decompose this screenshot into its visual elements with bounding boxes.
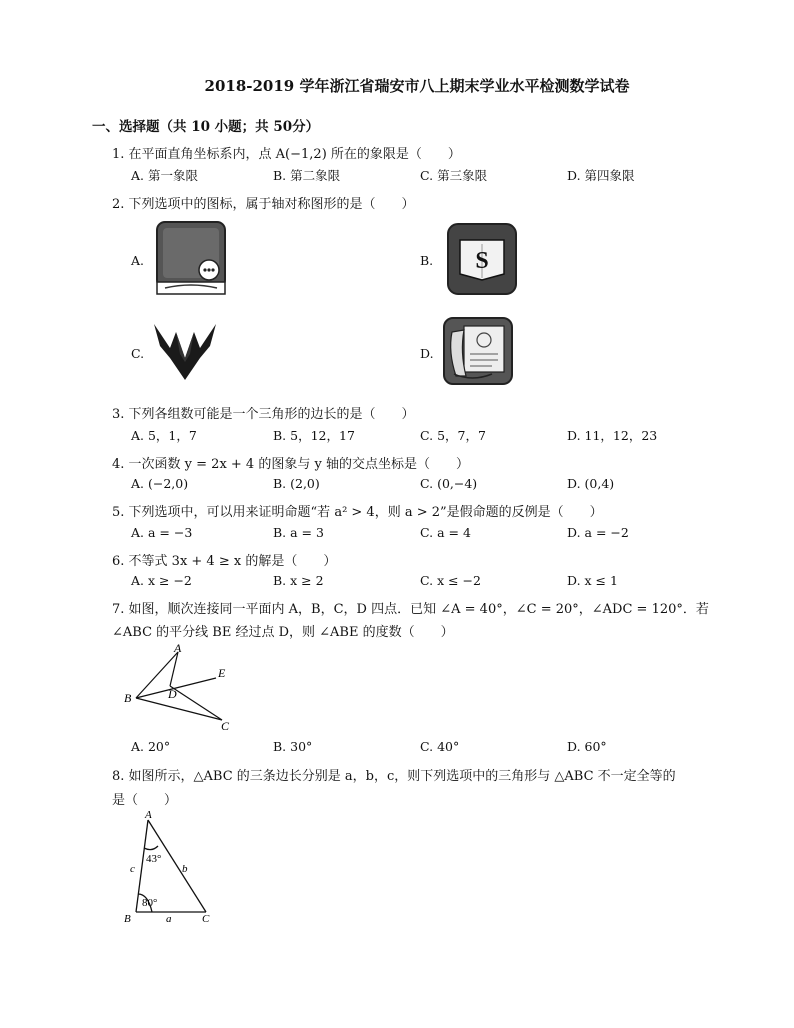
q2-option-d-label[interactable]: D. <box>420 346 434 361</box>
q3-option-b[interactable]: B. 5，12，17 <box>273 428 355 443</box>
fig8-side-a: a <box>166 913 172 925</box>
question-1-stem: 1. 在平面直角坐标系内，点 A(−1,2) 所在的象限是（ ） <box>112 147 461 162</box>
fig7-label-a: A <box>174 641 182 655</box>
q2-option-a-label[interactable]: A. <box>131 253 145 268</box>
q1-option-b[interactable]: B. 第二象限 <box>273 168 341 183</box>
question-8-stem-line2: 是（ ） <box>112 793 178 808</box>
question-8-stem: 8. 如图所示，△ABC 的三条边长分别是 a，b，c，则下列选项中的三角形与 △ABC 不一定全等的 <box>112 769 676 784</box>
fig7-label-b: B <box>124 691 132 705</box>
arrow-logo-icon[interactable] <box>150 318 220 384</box>
fig8-side-c: c <box>130 863 135 875</box>
q3-option-c[interactable]: C. 5，7，7 <box>420 428 486 443</box>
fig8-angle-b: 80° <box>142 897 158 909</box>
question-4-stem: 4. 一次函数 y = 2x + 4 的图象与 y 轴的交点坐标是（ ） <box>112 457 469 472</box>
q4-option-c[interactable]: C. (0,−4) <box>420 476 478 491</box>
q5-option-b[interactable]: B. a = 3 <box>273 525 324 540</box>
fig7-label-e: E <box>218 666 226 680</box>
question-2-stem: 2. 下列选项中的图标，属于轴对称图形的是（ ） <box>112 197 415 212</box>
q1-option-d[interactable]: D. 第四象限 <box>567 168 635 183</box>
q2-option-b-label[interactable]: B. <box>420 253 434 268</box>
q5-option-a[interactable]: A. a = −3 <box>131 525 193 540</box>
q5-option-d[interactable]: D. a = −2 <box>567 525 629 540</box>
question-7-stem: 7. 如图，顺次连接同一平面内 A，B，C，D 四点．已知 ∠A = 40°，∠C = 20°，∠ADC = 120°．若 <box>112 602 709 617</box>
q7-option-a[interactable]: A. 20° <box>131 739 171 754</box>
figure-8-triangle <box>118 808 222 928</box>
q6-option-a[interactable]: A. x ≥ −2 <box>131 573 192 588</box>
page-title: 2018-2019 学年浙江省瑞安市八上期末学业水平检测数学试卷 <box>204 77 630 95</box>
question-6-stem: 6. 不等式 3x + 4 ≥ x 的解是（ ） <box>112 554 337 569</box>
q1-option-c[interactable]: C. 第三象限 <box>420 168 488 183</box>
fig8-label-b: B <box>124 913 131 925</box>
q2-option-c-label[interactable]: C. <box>131 346 145 361</box>
figure-7-diagram <box>118 640 248 736</box>
q6-option-c[interactable]: C. x ≤ −2 <box>420 573 481 588</box>
book-s-icon[interactable] <box>446 222 518 296</box>
question-5-stem: 5. 下列选项中，可以用来证明命题“若 a² > 4，则 a > 2”是假命题的反例是（ ） <box>112 505 603 520</box>
q1-option-a[interactable]: A. 第一象限 <box>131 168 198 183</box>
fig8-label-a: A <box>145 809 152 821</box>
q4-option-d[interactable]: D. (0,4) <box>567 476 615 491</box>
q3-option-d[interactable]: D. 11，12，23 <box>567 428 658 443</box>
fig8-angle-a: 43° <box>146 853 162 865</box>
question-3-stem: 3. 下列各组数可能是一个三角形的边长的是（ ） <box>112 407 415 422</box>
section-heading: 一、选择题（共 10 小题；共 50分） <box>92 119 320 135</box>
scroll-document-icon[interactable] <box>442 316 514 386</box>
q5-option-c[interactable]: C. a = 4 <box>420 525 471 540</box>
q6-option-b[interactable]: B. x ≥ 2 <box>273 573 324 588</box>
book-s-letter: S <box>475 248 489 274</box>
fig7-label-d: D <box>168 687 177 701</box>
q6-option-d[interactable]: D. x ≤ 1 <box>567 573 618 588</box>
fig7-label-c: C <box>221 719 230 733</box>
fig8-side-b: b <box>182 863 188 875</box>
q7-option-b[interactable]: B. 30° <box>273 739 313 754</box>
fig8-label-c: C <box>202 913 210 925</box>
q3-option-a[interactable]: A. 5，1，7 <box>131 428 197 443</box>
chat-bubble-icon[interactable] <box>155 220 227 298</box>
q4-option-b[interactable]: B. (2,0) <box>273 476 320 491</box>
question-7-stem-line2: ∠ABC 的平分线 BE 经过点 D，则 ∠ABE 的度数（ ） <box>112 625 454 640</box>
q7-option-d[interactable]: D. 60° <box>567 739 607 754</box>
q4-option-a[interactable]: A. (−2,0) <box>131 476 189 491</box>
q7-option-c[interactable]: C. 40° <box>420 739 460 754</box>
